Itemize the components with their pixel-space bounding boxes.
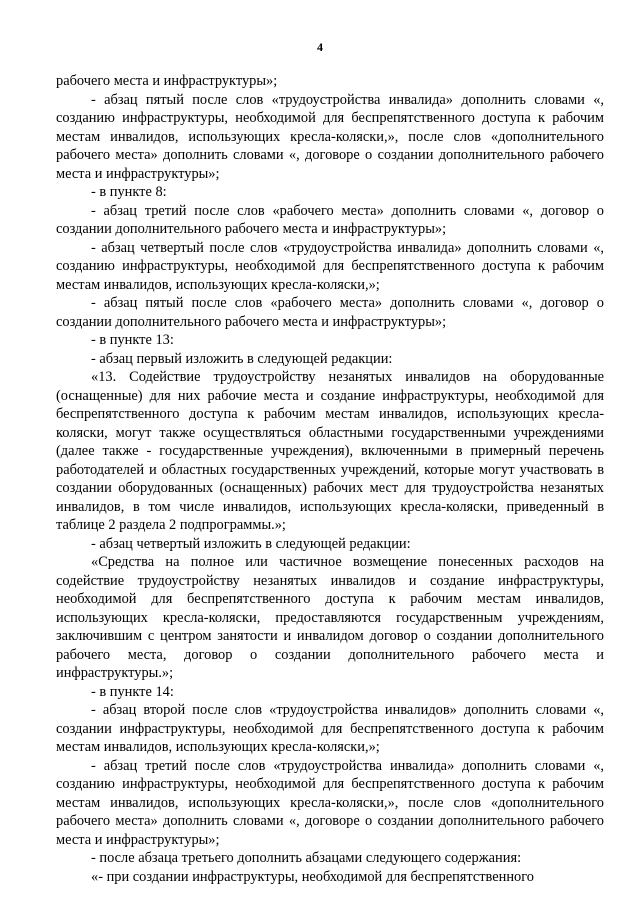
paragraph-9: «13. Содействие трудоустройству незанятых инвалидов на оборудованные (оснащенные) для них рабочие места и создание инфраструктуры, необходимой для беспрепятственного доступа к рабочим местам инвалидов, использующих кресла-коляски, могут также осуществляться областными государственными учреждениями (далее также - государственные учреждения), включенными в примерный перечень работодателей и областных государственных учреждений, которые могут участвовать в создании оборудованных (оснащенных) рабочих мест для трудоустройства незанятых инвалидов, в том числе инвалидов, использующих кресла-коляски, приведенный в таблице 2 раздела 2 подпрограммы.»;: [56, 369, 604, 533]
paragraph-3: - в пункте 8:: [91, 184, 167, 200]
paragraph-16: «- при создании инфраструктуры, необходимой для беспрепятственного: [91, 868, 534, 885]
paragraph-4: - абзац третий после слов «рабочего места» дополнить словами «, договор о создании дополнительного рабочего места и инфраструктуры»;: [56, 202, 604, 237]
paragraph-2: - абзац пятый после слов «трудоустройства инвалида» дополнить словами «, созданию инфраструктуры, необходимой для беспрепятственного доступа к рабочим местам инвалидов, использующих кресла-коляски,», после слов «дополнительного рабочего места» дополнить словами «, договоре о создании дополнительного рабочего места и инфраструктуры»;: [56, 91, 604, 182]
paragraph-15: - после абзаца третьего дополнить абзацами следующего содержания:: [91, 850, 522, 866]
paragraph-8: - абзац первый изложить в следующей редакции:: [91, 350, 393, 367]
paragraph-13: - абзац второй после слов «трудоустройства инвалидов» дополнить словами «, создании инфраструктуры, необходимой для беспрепятственного доступа к рабочим местам инвалидов, использующих кресла-коляски,»;: [56, 702, 604, 755]
paragraph-6: - абзац пятый после слов «рабочего места» дополнить словами «, договор о создании дополнительного рабочего места и инфраструктуры»;: [56, 295, 604, 330]
paragraph-10: - абзац четвертый изложить в следующей редакции:: [91, 535, 411, 552]
paragraph-5: - абзац четвертый после слов «трудоустройства инвалида» дополнить словами «, созданию инфраструктуры, необходимой для беспрепятственного доступа к рабочим местам инвалидов, использующих кресла-коляски,»;: [56, 239, 604, 293]
paragraph-12: - в пункте 14:: [91, 683, 174, 700]
paragraph-1: рабочего места и инфраструктуры»;: [56, 73, 278, 89]
paragraph-7: - в пункте 13:: [91, 332, 174, 348]
paragraph-14: - абзац третий после слов «трудоустройства инвалида» дополнить словами «, созданию инфраструктуры, необходимой для беспрепятственного доступа к рабочим местам инвалидов, использующих кресла-коляски,», после слов «дополнительного рабочего места» дополнить словами «, договоре о создании дополнительного рабочего места и инфраструктуры»;: [56, 757, 604, 848]
document-body: [56, 72, 604, 886]
page-number: 4: [317, 40, 323, 54]
paragraph-11: «Средства на полное или частичное возмещение понесенных расходов на содействие трудоустройству незанятых инвалидов и создание инфраструктуры, необходимой для беспрепятственного доступа к рабочим местам инвалидов, использующих кресла-коляски, предоставляются государственным учреждениям, заключившим с центром занятости и инвалидом договор о создании дополнительного рабочего места, договор о создании дополнительного рабочего места и инфраструктуры.»;: [56, 554, 604, 681]
